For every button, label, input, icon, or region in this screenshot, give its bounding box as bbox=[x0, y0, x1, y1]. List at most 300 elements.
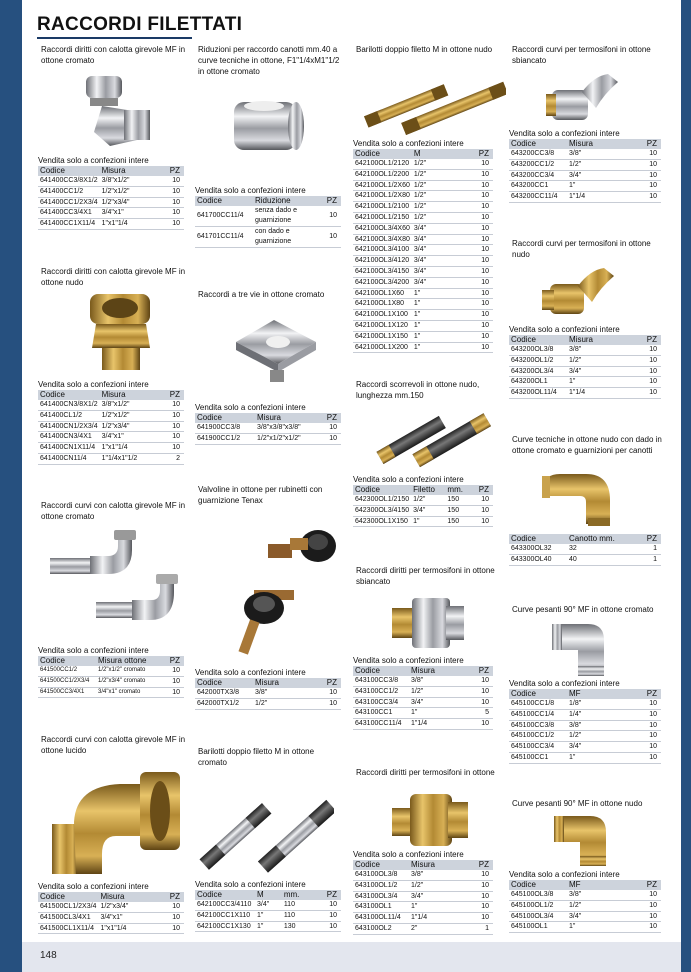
col-header: Misura ottone bbox=[96, 656, 163, 666]
cell-qty: 10 bbox=[471, 505, 493, 516]
col-header: Riduzione bbox=[253, 196, 325, 206]
product-block-643100-nude bbox=[356, 767, 504, 778]
cell-size: 1/2"x3/4" bbox=[100, 197, 156, 208]
product-table-641400-chrome bbox=[38, 156, 184, 230]
cell-qty: 10 bbox=[452, 223, 493, 234]
page-number: 148 bbox=[40, 950, 57, 961]
col-header: Canotto mm. bbox=[567, 534, 638, 544]
cell-qty: 10 bbox=[314, 910, 341, 921]
cell-thread: 1/2" bbox=[412, 212, 453, 223]
cell-thread: 3/4" bbox=[255, 900, 282, 910]
table-row bbox=[38, 176, 184, 186]
table-row bbox=[38, 902, 184, 912]
cell-qty: 10 bbox=[309, 688, 341, 698]
table-row bbox=[38, 443, 184, 454]
cell-qty: 10 bbox=[614, 709, 661, 720]
cell-qty: 10 bbox=[314, 921, 341, 932]
sales-note: Vendita solo a confezioni intere bbox=[38, 882, 149, 891]
table-row bbox=[353, 266, 493, 277]
cell-size: 1"1/4 bbox=[409, 913, 462, 924]
table-row bbox=[195, 433, 341, 444]
product-table bbox=[509, 880, 661, 933]
table-row bbox=[509, 731, 661, 742]
cell-length: 110 bbox=[282, 910, 314, 921]
cell-code: 642000TX3/8 bbox=[195, 688, 253, 698]
cell-qty: 10 bbox=[614, 900, 661, 911]
table-row bbox=[353, 913, 493, 924]
cell-size: 1/2" bbox=[567, 159, 627, 170]
col-header: Misura bbox=[255, 413, 319, 423]
cell-qty: 10 bbox=[452, 234, 493, 245]
cell-thread: 3/4" bbox=[412, 256, 453, 267]
col-header: PZ bbox=[471, 485, 493, 495]
cell-code: 642100OL1X60 bbox=[353, 288, 412, 299]
table-row bbox=[353, 697, 493, 708]
cell-qty: 10 bbox=[319, 433, 341, 444]
table-row bbox=[195, 900, 341, 910]
cell-size: 3/8"x1/2" bbox=[100, 400, 160, 410]
cell-code: 642100OL3/4150 bbox=[353, 266, 412, 277]
product-table-642100-chrome bbox=[195, 880, 341, 932]
cell-code: 643200OL11/4 bbox=[509, 388, 567, 399]
col-header: Codice bbox=[195, 413, 255, 423]
product-block-645100-chrome bbox=[512, 604, 662, 615]
product-description: Raccordi scorrevoli in ottone nudo, lunghezza mm.150 bbox=[356, 380, 480, 400]
table-row bbox=[509, 554, 661, 565]
product-photo-straight-brass-radiator-fitting bbox=[388, 786, 472, 852]
cell-code: 643200CC3/4 bbox=[509, 170, 567, 181]
product-description: Barilotti doppio filetto M in ottone nudo bbox=[356, 45, 493, 54]
cell-size: 3/8" bbox=[253, 688, 309, 698]
cell-thread: 1/2" bbox=[412, 159, 453, 169]
cell-code: 643100CC11/4 bbox=[353, 719, 409, 730]
cell-code: 641701CC11/4 bbox=[195, 227, 253, 248]
table-row bbox=[38, 676, 184, 687]
cell-qty: 10 bbox=[155, 902, 184, 912]
cell-size: 1" bbox=[567, 377, 627, 388]
col-header: PZ bbox=[319, 413, 341, 423]
col-header: Codice bbox=[353, 860, 409, 870]
table-row bbox=[353, 342, 493, 353]
cell-code: 643100CC1 bbox=[353, 708, 409, 719]
cell-code: 643100OL1/2 bbox=[353, 880, 409, 891]
product-photo-brass-barrels bbox=[356, 56, 506, 140]
sales-note: Vendita solo a confezioni intere bbox=[353, 475, 464, 484]
cell-code: 642100OL1/2200 bbox=[353, 169, 412, 180]
product-block-642300 bbox=[356, 379, 504, 401]
cell-qty: 10 bbox=[163, 687, 184, 698]
product-description: Curve pesanti 90° MF in ottone nudo bbox=[512, 799, 643, 808]
col-header: Codice bbox=[353, 149, 412, 159]
cell-code: 641400CC3/4X1 bbox=[38, 208, 100, 219]
table-row bbox=[353, 180, 493, 191]
col-header: Codice bbox=[509, 880, 567, 890]
product-description: Raccordi diritti per termosifoni in ottone sbiancato bbox=[356, 566, 495, 586]
col-header: PZ bbox=[627, 139, 662, 149]
sales-note: Vendita solo a confezioni intere bbox=[195, 668, 306, 677]
cell-code: 643100OL2 bbox=[353, 923, 409, 934]
cell-qty: 10 bbox=[156, 219, 184, 230]
cell-size: 3/8" bbox=[409, 870, 462, 880]
cell-code: 645100OL3/4 bbox=[509, 911, 567, 922]
cell-size: 1/2" bbox=[567, 900, 614, 911]
cell-qty: 1 bbox=[638, 554, 661, 565]
cell-size: 1/2" bbox=[567, 355, 627, 366]
cell-size: 1" bbox=[409, 708, 462, 719]
product-table-641400-nude bbox=[38, 380, 184, 465]
product-block-641500-lucido bbox=[41, 734, 187, 756]
col-header: Misura bbox=[253, 678, 309, 688]
cell-code: 645100OL3/8 bbox=[509, 890, 567, 900]
cell-code: 641400CN11/4 bbox=[38, 453, 100, 464]
product-description: Raccordi a tre vie in ottone cromato bbox=[198, 290, 325, 299]
cell-code: 645100OL1/2 bbox=[509, 900, 567, 911]
cell-code: 641400CN3/8X1/2 bbox=[38, 400, 100, 410]
cell-thread: 1/2" bbox=[412, 202, 453, 213]
cell-length: 150 bbox=[445, 516, 471, 527]
product-photo-curved-brass-fitting bbox=[46, 764, 186, 880]
product-photo-valve-washers bbox=[224, 520, 346, 662]
cell-qty: 10 bbox=[627, 149, 662, 159]
cell-size: 1/2" bbox=[253, 698, 309, 709]
cell-code: 642100OL1/2X60 bbox=[353, 180, 412, 191]
cell-code: 642100OL1X80 bbox=[353, 299, 412, 310]
table-row bbox=[38, 186, 184, 197]
cell-qty: 10 bbox=[462, 686, 493, 697]
cell-size: 1/8" bbox=[567, 699, 614, 709]
cell-thread: 3/4" bbox=[412, 223, 453, 234]
col-header: PZ bbox=[309, 678, 341, 688]
table-row bbox=[353, 923, 493, 934]
product-photo-sliding-fittings bbox=[372, 400, 492, 472]
table-header-row bbox=[38, 892, 184, 902]
table-row bbox=[38, 912, 184, 923]
cell-code: 643200OL1/2 bbox=[509, 355, 567, 366]
table-row bbox=[38, 923, 184, 934]
product-table-643100-nude bbox=[353, 850, 493, 935]
sales-note: Vendita solo a confezioni intere bbox=[38, 380, 149, 389]
cell-qty: 10 bbox=[156, 186, 184, 197]
product-photo-curved-chrome-fittings bbox=[46, 528, 182, 636]
product-description: Riduzioni per raccordo canotti mm.40 a curve tecniche in ottone, F1"1/4xM1"1/2 in ottone cromato bbox=[198, 45, 340, 76]
product-description: Raccordi curvi con calotta girevole MF in ottone lucido bbox=[41, 735, 186, 755]
table-header-row bbox=[38, 390, 184, 400]
col-header: PZ bbox=[155, 892, 184, 902]
product-photo-curved-radiator-brass bbox=[540, 262, 620, 322]
col-header: Misura bbox=[100, 166, 156, 176]
table-row bbox=[38, 219, 184, 230]
cell-thread: 1/2" bbox=[412, 169, 453, 180]
table-row bbox=[353, 223, 493, 234]
cell-thread: 1" bbox=[412, 342, 453, 353]
cell-qty: 1 bbox=[638, 544, 661, 554]
table-row bbox=[353, 331, 493, 342]
title-underline bbox=[37, 37, 192, 39]
sales-note: Vendita solo a confezioni intere bbox=[509, 679, 620, 688]
cell-qty: 10 bbox=[627, 170, 662, 181]
cell-length: 130 bbox=[282, 921, 314, 932]
table-row bbox=[195, 206, 341, 227]
col-header: PZ bbox=[614, 689, 661, 699]
table-row bbox=[353, 676, 493, 686]
cell-code: 645100OL1 bbox=[509, 922, 567, 933]
cell-qty: 10 bbox=[614, 752, 661, 763]
product-table-641500-chrome bbox=[38, 646, 184, 698]
cell-thread: 3/4" bbox=[411, 505, 445, 516]
cell-code: 642100OL3/4X80 bbox=[353, 234, 412, 245]
cell-code: 643100OL3/4 bbox=[353, 891, 409, 902]
product-table bbox=[509, 335, 661, 399]
product-block-641900 bbox=[198, 289, 344, 300]
cell-size: 3/8" bbox=[409, 676, 462, 686]
col-header: PZ bbox=[163, 656, 184, 666]
cell-size: 1/2"x3/4" bbox=[100, 421, 160, 432]
sales-note: Vendita solo a confezioni intere bbox=[353, 850, 464, 859]
cell-size: 3/4" bbox=[567, 170, 627, 181]
table-row bbox=[195, 423, 341, 433]
product-description: Raccordi diritti con calotta girevole MF in ottone cromato bbox=[41, 45, 186, 65]
cell-length: 150 bbox=[445, 495, 471, 505]
cell-qty: 10 bbox=[452, 299, 493, 310]
product-description: Raccordi curvi per termosifoni in ottone nudo bbox=[512, 239, 651, 259]
product-block-645100-nude bbox=[512, 798, 662, 809]
cell-thread: 1" bbox=[412, 331, 453, 342]
cell-code: 642100OL1X120 bbox=[353, 320, 412, 331]
cell-size: 2" bbox=[409, 923, 462, 934]
cell-thread: 3/4" bbox=[412, 245, 453, 256]
product-table-642000 bbox=[195, 668, 341, 710]
cell-code: 643100OL11/4 bbox=[353, 913, 409, 924]
col-header: PZ bbox=[325, 196, 341, 206]
cell-code: 641400CN1/2X3/4 bbox=[38, 421, 100, 432]
product-description: Raccordi curvi con calotta girevole MF in ottone cromato bbox=[41, 501, 186, 521]
sales-note: Vendita solo a confezioni intere bbox=[38, 156, 149, 165]
cell-code: 643100CC3/8 bbox=[353, 676, 409, 686]
table-header-row bbox=[195, 678, 341, 688]
table-row bbox=[509, 149, 661, 159]
cell-qty: 10 bbox=[452, 310, 493, 321]
cell-code: 643200OL3/8 bbox=[509, 345, 567, 355]
col-header: Codice bbox=[509, 335, 567, 345]
cell-qty: 10 bbox=[452, 277, 493, 288]
cell-code: 641500CC1/2 bbox=[38, 666, 96, 676]
table-row bbox=[353, 277, 493, 288]
table-row bbox=[195, 910, 341, 921]
table-row bbox=[353, 212, 493, 223]
product-block-641400-chrome bbox=[41, 44, 187, 66]
right-color-band bbox=[681, 0, 691, 972]
cell-code: 642100CC1X110 bbox=[195, 910, 255, 921]
cell-code: 643200CC1 bbox=[509, 181, 567, 192]
product-table-645100-chrome bbox=[509, 679, 661, 764]
table-row bbox=[353, 288, 493, 299]
col-header: Codice bbox=[195, 678, 253, 688]
table-row bbox=[353, 708, 493, 719]
cell-qty: 10 bbox=[452, 245, 493, 256]
cell-size: 1"x1"1/4 bbox=[100, 219, 156, 230]
cell-size: 1/2"x1/2" bbox=[100, 410, 160, 421]
cell-code: 641400CC1X11/4 bbox=[38, 219, 100, 230]
cell-qty: 10 bbox=[471, 495, 493, 505]
cell-size: 1" bbox=[567, 181, 627, 192]
table-row bbox=[509, 544, 661, 554]
product-description: Raccordi diritti con calotta girevole MF in ottone nudo bbox=[41, 267, 186, 287]
cell-size: 1/2"x1/2" bbox=[100, 186, 156, 197]
product-table-641700 bbox=[195, 186, 341, 248]
col-header: Codice bbox=[353, 666, 409, 676]
table-header-row bbox=[195, 413, 341, 423]
cell-qty: 10 bbox=[452, 169, 493, 180]
table-row bbox=[353, 310, 493, 321]
product-block-643200-sbiancato bbox=[512, 44, 662, 66]
col-header: Misura bbox=[409, 860, 462, 870]
product-table bbox=[509, 139, 661, 203]
cell-qty: 10 bbox=[452, 331, 493, 342]
sales-note: Vendita solo a confezioni intere bbox=[353, 139, 464, 148]
col-header: Codice bbox=[195, 196, 253, 206]
cell-code: 643100CC3/4 bbox=[353, 697, 409, 708]
cell-qty: 10 bbox=[471, 516, 493, 527]
col-header: Codice bbox=[38, 656, 96, 666]
cell-thread: 1" bbox=[412, 320, 453, 331]
cell-code: 643100CC1/2 bbox=[353, 686, 409, 697]
col-header: Misura bbox=[567, 335, 627, 345]
cell-size: 1/2" bbox=[567, 731, 614, 742]
cell-code: 642100OL1/2120 bbox=[353, 159, 412, 169]
product-block-643100-sbiancato bbox=[356, 565, 504, 587]
product-description: Barilotti doppio filetto M in ottone cromato bbox=[198, 747, 315, 767]
cell-qty: 10 bbox=[452, 266, 493, 277]
table-header-row bbox=[353, 666, 493, 676]
cell-qty: 10 bbox=[462, 880, 493, 891]
col-header: Codice bbox=[509, 689, 567, 699]
product-block-641400-nude bbox=[41, 266, 187, 288]
cell-qty: 10 bbox=[462, 676, 493, 686]
cell-code: 641400CN1X11/4 bbox=[38, 443, 100, 454]
cell-qty: 10 bbox=[452, 191, 493, 202]
cell-code: 642100CC1X130 bbox=[195, 921, 255, 932]
cell-thread: 1" bbox=[412, 299, 453, 310]
cell-qty: 10 bbox=[462, 902, 493, 913]
product-description: Valvoline in ottone per rubinetti con guarnizione Tenax bbox=[198, 485, 323, 505]
col-header: mm. bbox=[445, 485, 471, 495]
table-row bbox=[509, 159, 661, 170]
table-row bbox=[509, 377, 661, 388]
col-header: PZ bbox=[160, 390, 185, 400]
cell-sleeve: 40 bbox=[567, 554, 638, 565]
product-description: Raccordi diritti per termosifoni in ottone bbox=[356, 768, 495, 777]
sales-note: Vendita solo a confezioni intere bbox=[195, 403, 306, 412]
cell-qty: 10 bbox=[160, 421, 185, 432]
table-row bbox=[353, 902, 493, 913]
col-header: M bbox=[412, 149, 453, 159]
table-row bbox=[38, 432, 184, 443]
col-header: MF bbox=[567, 880, 614, 890]
table-header-row bbox=[509, 335, 661, 345]
cell-size: 3/8" bbox=[567, 345, 627, 355]
cell-thread: 1/2" bbox=[411, 495, 445, 505]
cell-size: 1/2"x1/2" cromato bbox=[96, 666, 163, 676]
table-row bbox=[509, 192, 661, 203]
cell-size: 1"1/4 bbox=[409, 719, 462, 730]
col-header: Misura bbox=[100, 390, 160, 400]
cell-qty: 10 bbox=[163, 666, 184, 676]
product-block-641700 bbox=[198, 44, 346, 77]
cell-code: 641500CL3/4X1 bbox=[38, 912, 98, 923]
col-header: PZ bbox=[452, 149, 493, 159]
cell-size: 1/2" bbox=[409, 880, 462, 891]
cell-qty: 10 bbox=[614, 911, 661, 922]
cell-code: 642100OL3/4120 bbox=[353, 256, 412, 267]
col-header: PZ bbox=[638, 534, 661, 544]
col-header: Codice bbox=[195, 890, 255, 900]
cell-code: 642100OL1X100 bbox=[353, 310, 412, 321]
cell-code: 642100OL3/4100 bbox=[353, 245, 412, 256]
cell-size: 3/8" bbox=[567, 149, 627, 159]
table-row bbox=[353, 516, 493, 527]
cell-size: 3/4"x1" bbox=[100, 432, 160, 443]
table-row bbox=[509, 911, 661, 922]
cell-thread: 1" bbox=[412, 310, 453, 321]
cell-code: 643300OL32 bbox=[509, 544, 567, 554]
product-table bbox=[509, 534, 661, 566]
page-footer bbox=[22, 942, 681, 972]
product-photo-three-way-chrome bbox=[226, 312, 326, 384]
cell-size: 3/4" bbox=[567, 911, 614, 922]
cell-qty: 10 bbox=[325, 227, 341, 248]
cell-thread: 1/2" bbox=[412, 191, 453, 202]
cell-code: 645100CC3/4 bbox=[509, 742, 567, 753]
sales-note: Vendita solo a confezioni intere bbox=[509, 129, 620, 138]
cell-qty: 10 bbox=[627, 355, 662, 366]
col-header: Codice bbox=[353, 485, 411, 495]
cell-qty: 10 bbox=[156, 208, 184, 219]
cell-length: 150 bbox=[445, 505, 471, 516]
col-header: PZ bbox=[462, 860, 493, 870]
table-row bbox=[38, 687, 184, 698]
cell-qty: 10 bbox=[156, 176, 184, 186]
col-header: Codice bbox=[509, 139, 567, 149]
product-table-643300 bbox=[509, 534, 661, 566]
product-table-643200-sbiancato bbox=[509, 129, 661, 203]
cell-code: 642000TX1/2 bbox=[195, 698, 253, 709]
cell-qty: 10 bbox=[614, 742, 661, 753]
cell-qty: 10 bbox=[627, 345, 662, 355]
cell-qty: 10 bbox=[155, 912, 184, 923]
product-description: Curve pesanti 90° MF in ottone cromato bbox=[512, 605, 654, 614]
table-row bbox=[353, 505, 493, 516]
cell-qty: 10 bbox=[627, 388, 662, 399]
cell-qty: 1 bbox=[462, 923, 493, 934]
cell-code: 645100CC1/4 bbox=[509, 709, 567, 720]
table-row bbox=[509, 709, 661, 720]
cell-size: 1" bbox=[567, 752, 614, 763]
table-row bbox=[353, 320, 493, 331]
col-header: MF bbox=[567, 689, 614, 699]
cell-qty: 10 bbox=[156, 197, 184, 208]
cell-thread: 3/4" bbox=[412, 266, 453, 277]
cell-size: 3/4" bbox=[409, 697, 462, 708]
cell-thread: 3/4" bbox=[412, 277, 453, 288]
cell-qty: 10 bbox=[614, 699, 661, 709]
product-table-641500-lucido bbox=[38, 882, 184, 934]
cell-qty: 10 bbox=[462, 913, 493, 924]
product-table-642100-nude bbox=[353, 139, 493, 353]
product-table-643200-nude bbox=[509, 325, 661, 399]
col-header: Misura bbox=[409, 666, 462, 676]
cell-qty: 10 bbox=[614, 720, 661, 731]
cell-code: 643100OL3/8 bbox=[353, 870, 409, 880]
